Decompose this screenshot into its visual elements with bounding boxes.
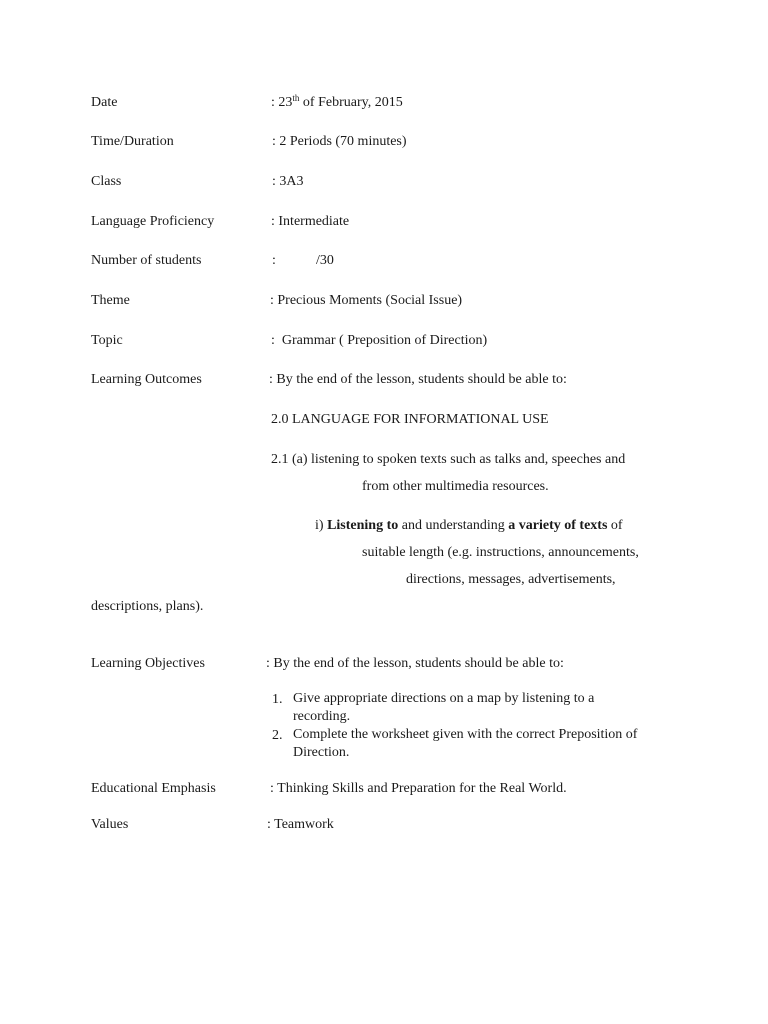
class-value: : 3A3 xyxy=(272,174,304,189)
outcomes-sub-line2: from other multimedia resources. xyxy=(362,479,549,494)
outcomes-item-line4: descriptions, plans). xyxy=(91,599,204,614)
date-day: 23 xyxy=(278,95,293,110)
objective-1-line2: recording. xyxy=(293,709,351,724)
objectives-label: Learning Objectives xyxy=(91,656,205,671)
outcomes-heading: 2.0 LANGUAGE FOR INFORMATIONAL USE xyxy=(271,412,549,427)
date-value: : 23th of February, 2015 xyxy=(271,93,403,110)
objective-2-number: 2. xyxy=(272,728,283,743)
topic-label: Topic xyxy=(91,333,123,348)
outcomes-sub-line1: 2.1 (a) listening to spoken texts such as talks and, speeches and xyxy=(271,452,626,467)
objectives-value: : By the end of the lesson, students should be able to: xyxy=(266,656,564,671)
time-value: : 2 Periods (70 minutes) xyxy=(272,134,407,149)
theme-value: : Precious Moments (Social Issue) xyxy=(270,293,463,308)
item-prefix: i) xyxy=(315,518,328,533)
proficiency-value: : Intermediate xyxy=(271,214,350,229)
emphasis-label: Educational Emphasis xyxy=(91,781,216,796)
theme-label: Theme xyxy=(91,293,130,308)
outcomes-item-line2: suitable length (e.g. instructions, announcements, xyxy=(362,545,639,560)
students-value: /30 xyxy=(316,253,334,268)
outcomes-label: Learning Outcomes xyxy=(91,372,202,387)
objective-1-line1: Give appropriate directions on a map by listening to a xyxy=(293,691,595,706)
topic-value: : Grammar ( Preposition of Direction) xyxy=(271,333,488,348)
item-mid: and understanding xyxy=(398,518,505,533)
outcomes-value: : By the end of the lesson, students should be able to: xyxy=(269,372,567,387)
class-label: Class xyxy=(91,174,122,189)
proficiency-label: Language Proficiency xyxy=(91,214,215,229)
objective-2-line1: Complete the worksheet given with the correct Preposition of xyxy=(293,727,638,742)
date-label: Date xyxy=(91,95,118,110)
emphasis-value: : Thinking Skills and Preparation for the Real World. xyxy=(270,781,567,796)
outcomes-item-line1 xyxy=(315,519,623,533)
objective-2-line2: Direction. xyxy=(293,745,350,760)
date-rest: of February, 2015 xyxy=(299,95,403,110)
students-label: Number of students xyxy=(91,253,202,268)
item-bold-variety: a variety of texts xyxy=(504,518,608,533)
time-label: Time/Duration xyxy=(91,134,174,149)
students-colon: : xyxy=(272,253,276,268)
objective-1-number: 1. xyxy=(272,692,283,707)
date-suffix: th xyxy=(292,93,300,103)
values-value: : Teamwork xyxy=(267,817,334,832)
values-label: Values xyxy=(91,817,129,832)
item-end: of xyxy=(607,518,623,533)
outcomes-item-line3: directions, messages, advertisements, xyxy=(406,572,616,587)
item-bold-listening: Listening to xyxy=(327,518,399,533)
